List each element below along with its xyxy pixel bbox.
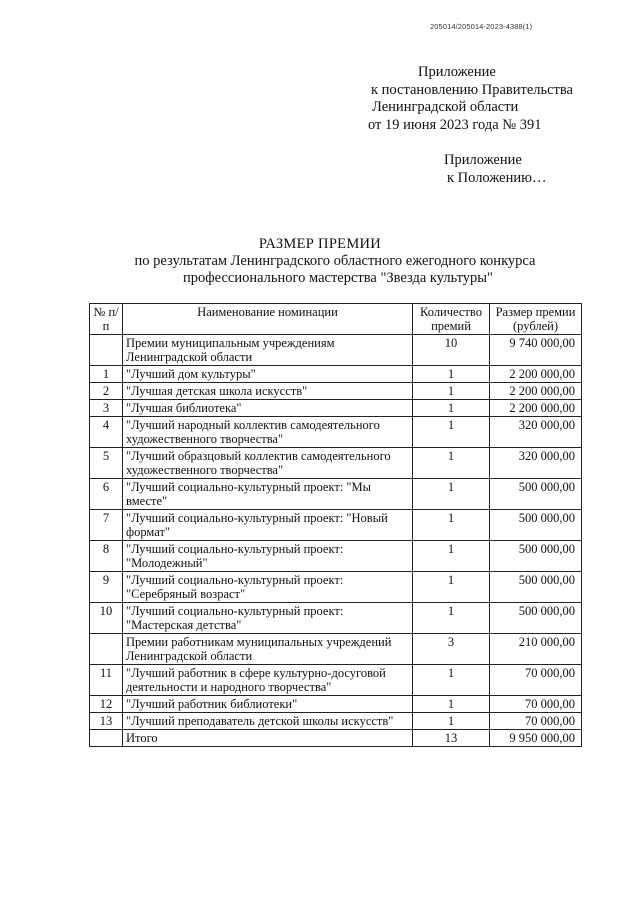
table-row bbox=[90, 713, 582, 730]
table-row bbox=[90, 400, 582, 417]
row-nomination: "Лучший народный коллектив самодеятельного художественного творчества" bbox=[123, 417, 413, 448]
table-row bbox=[90, 510, 582, 541]
appendix-label: Приложение bbox=[418, 64, 496, 80]
row-amount: 70 000,00 bbox=[490, 696, 582, 713]
row-amount: 320 000,00 bbox=[490, 417, 582, 448]
header-nomination: Наименование номинации bbox=[123, 304, 413, 335]
award-table bbox=[89, 303, 582, 747]
header-amount: Размер премии (рублей) bbox=[490, 304, 582, 335]
row-count: 1 bbox=[413, 383, 490, 400]
row-amount: 500 000,00 bbox=[490, 510, 582, 541]
row-count: 1 bbox=[413, 479, 490, 510]
row-amount: 500 000,00 bbox=[490, 479, 582, 510]
table-row bbox=[90, 572, 582, 603]
table-row bbox=[90, 541, 582, 572]
table-row bbox=[90, 417, 582, 448]
document-registration-number: 205014/205014-2023-4388(1) bbox=[430, 22, 533, 31]
row-nomination: Премии работникам муниципальных учреждений Ленинградской области bbox=[123, 634, 413, 665]
row-amount: 2 200 000,00 bbox=[490, 383, 582, 400]
row-number bbox=[90, 634, 123, 665]
row-amount: 210 000,00 bbox=[490, 634, 582, 665]
header-number: № п/п bbox=[90, 304, 123, 335]
row-number: 1 bbox=[90, 366, 123, 383]
table-row bbox=[90, 383, 582, 400]
sub-appendix-ref: к Положению… bbox=[447, 169, 547, 186]
row-nomination: "Лучший работник в сфере культурно-досуговой деятельности и народного творчества" bbox=[123, 665, 413, 696]
row-amount: 320 000,00 bbox=[490, 448, 582, 479]
row-count: 1 bbox=[413, 696, 490, 713]
table-row bbox=[90, 665, 582, 696]
row-amount: 500 000,00 bbox=[490, 572, 582, 603]
header-count: Количество премий bbox=[413, 304, 490, 335]
appendix-header bbox=[368, 64, 573, 134]
row-count: 1 bbox=[413, 417, 490, 448]
row-nomination: "Лучший работник библиотеки" bbox=[123, 696, 413, 713]
row-count: 1 bbox=[413, 665, 490, 696]
row-count: 1 bbox=[413, 572, 490, 603]
appendix-date-number: от 19 июня 2023 года № 391 bbox=[368, 116, 542, 133]
table-row bbox=[90, 730, 582, 747]
row-nomination: "Лучший дом культуры" bbox=[123, 366, 413, 383]
title-subtitle-line2: профессионального мастерства "Звезда культуры" bbox=[183, 270, 493, 286]
row-count: 1 bbox=[413, 510, 490, 541]
row-count: 13 bbox=[413, 730, 490, 747]
row-amount: 2 200 000,00 bbox=[490, 366, 582, 383]
row-amount: 9 950 000,00 bbox=[490, 730, 582, 747]
document-title bbox=[0, 236, 640, 287]
row-number: 7 bbox=[90, 510, 123, 541]
row-number: 2 bbox=[90, 383, 123, 400]
row-nomination: "Лучший социально-культурный проект: "Мы вместе" bbox=[123, 479, 413, 510]
row-number: 3 bbox=[90, 400, 123, 417]
table-row bbox=[90, 448, 582, 479]
sub-appendix-label: Приложение bbox=[444, 152, 522, 168]
table-body bbox=[90, 335, 582, 747]
row-count: 10 bbox=[413, 335, 490, 366]
row-nomination: "Лучший образцовый коллектив самодеятельного художественного творчества" bbox=[123, 448, 413, 479]
row-number: 8 bbox=[90, 541, 123, 572]
row-nomination: "Лучший социально-культурный проект: "Новый формат" bbox=[123, 510, 413, 541]
row-nomination: "Лучший социально-культурный проект: "Серебряный возраст" bbox=[123, 572, 413, 603]
row-count: 1 bbox=[413, 366, 490, 383]
row-number: 5 bbox=[90, 448, 123, 479]
row-count: 1 bbox=[413, 448, 490, 479]
row-amount: 9 740 000,00 bbox=[490, 335, 582, 366]
row-amount: 70 000,00 bbox=[490, 713, 582, 730]
row-amount: 2 200 000,00 bbox=[490, 400, 582, 417]
row-number bbox=[90, 335, 123, 366]
row-nomination: "Лучший социально-культурный проект: "Молодежный" bbox=[123, 541, 413, 572]
row-number: 9 bbox=[90, 572, 123, 603]
table-row bbox=[90, 634, 582, 665]
appendix-subheader bbox=[444, 152, 546, 187]
row-number: 4 bbox=[90, 417, 123, 448]
row-count: 1 bbox=[413, 603, 490, 634]
row-nomination: "Лучший преподаватель детской школы искусств" bbox=[123, 713, 413, 730]
table-row bbox=[90, 335, 582, 366]
row-number: 10 bbox=[90, 603, 123, 634]
row-number: 13 bbox=[90, 713, 123, 730]
row-nomination: "Лучшая библиотека" bbox=[123, 400, 413, 417]
row-count: 1 bbox=[413, 541, 490, 572]
row-number: 6 bbox=[90, 479, 123, 510]
appendix-resolution-ref: к постановлению Правительства bbox=[371, 81, 573, 98]
row-number: 11 bbox=[90, 665, 123, 696]
title-subtitle-line1: по результатам Ленинградского областного ежегодного конкурса bbox=[134, 253, 536, 269]
table-row bbox=[90, 366, 582, 383]
row-number bbox=[90, 730, 123, 747]
title-main: РАЗМЕР ПРЕМИИ bbox=[258, 236, 382, 252]
row-count: 1 bbox=[413, 713, 490, 730]
row-count: 3 bbox=[413, 634, 490, 665]
row-nomination: Премии муниципальным учреждениям Ленинградской области bbox=[123, 335, 413, 366]
row-amount: 500 000,00 bbox=[490, 603, 582, 634]
row-number: 12 bbox=[90, 696, 123, 713]
row-amount: 500 000,00 bbox=[490, 541, 582, 572]
appendix-region: Ленинградской области bbox=[372, 99, 519, 115]
table-header-row bbox=[90, 304, 582, 335]
table-row bbox=[90, 696, 582, 713]
row-nomination: Итого bbox=[123, 730, 413, 747]
row-nomination: "Лучший социально-культурный проект: "Мастерская детства" bbox=[123, 603, 413, 634]
row-count: 1 bbox=[413, 400, 490, 417]
table-row bbox=[90, 479, 582, 510]
row-nomination: "Лучшая детская школа искусств" bbox=[123, 383, 413, 400]
row-amount: 70 000,00 bbox=[490, 665, 582, 696]
table-row bbox=[90, 603, 582, 634]
